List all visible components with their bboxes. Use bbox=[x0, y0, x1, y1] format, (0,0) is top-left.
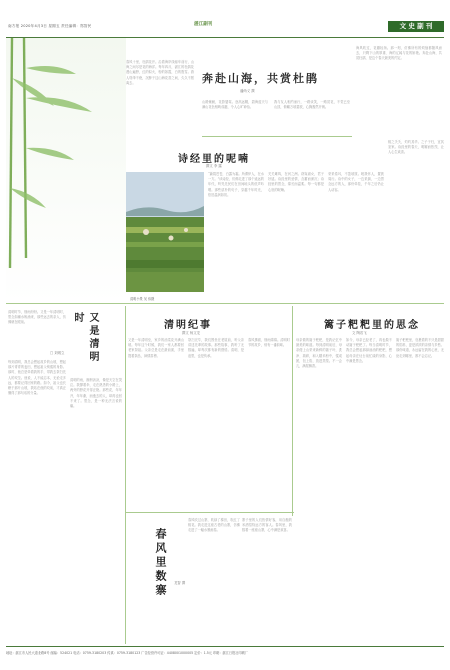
article-5-col-1: 每到清明，我总会想起故乡的山坡，想起那片青青的麦田，想起祖父佝偻的身影。那时，他总是牵着我的手，带我去祭扫先人的坟茔。他说，人不能忘本，无论走多远，都要记得回家的路。如今，祖父也长眠于那片山坡，我站在他的坟前，才真正懂得了那句话的分量。 bbox=[8, 360, 66, 396]
section-tab: 文 史 副 刊 bbox=[388, 21, 444, 32]
article-5-intro: 清明时节，细雨纷纷。又是一年清明时，思念如潮水般涌来，那些远去的亲人，仿佛就在眼前。 bbox=[8, 310, 66, 325]
article-4-title: 篱子粑粑里的思念 bbox=[324, 320, 420, 331]
header-meta: 南方报 2020年4月3日 星期五 责任编辑：郑智民 bbox=[8, 24, 92, 28]
landscape-photo-image bbox=[126, 172, 204, 292]
article-3-col-3: 春风拂面，细雨绵绵。清明时节的故乡，别有一番韵味。 bbox=[248, 338, 290, 348]
article-4-col-3: 篱子粑粑里，包裹着的不只是甜甜的馅料，更是浓浓的亲情与乡愁。那份味道，永远留在我的心里，无论走到哪里，都不会忘记。 bbox=[396, 338, 444, 358]
bamboo-icon bbox=[6, 38, 126, 303]
article-1-col-2: 山路蜿蜒，花影婆娑。登高远眺，碧海蓝天与满山花色相映成趣，令人心旷神怡。 bbox=[202, 100, 268, 110]
article-6-title: 春风里数寨 bbox=[154, 528, 167, 598]
article-3-col-2: 祭扫完毕，我们围坐在老屋前，听父亲讲述先辈的故事。那些故事，我听了无数遍，却每次都有新的感悟。清明，是追思，也是传承。 bbox=[188, 338, 244, 358]
divider-2 bbox=[6, 303, 444, 304]
article-4-byline: 文 陶若飞 bbox=[352, 331, 367, 335]
newspaper-page bbox=[6, 0, 444, 670]
article-3-col-1: 又是一年清明至，家乡的油菜花开满山坡。每年这个时候，我们一家人都要回老家祭祖。父亲总是走在最前面，手里提着祭品，神情肃穆。 bbox=[128, 338, 184, 358]
article-2-col-2: 关关雎鸠，在河之洲。窈窕淑女，君子好逑。诗经里的爱情，含蓄而深沉；诗经里的思念，绵长而温柔。每一句都是心底的呢喃。 bbox=[268, 172, 324, 192]
article-3-byline: 撰文 杨文龙 bbox=[182, 331, 201, 335]
article-1-col-1: 春风十里，杜鹃花开。沿着海岸线驱车前行，山海之间尽是花的海洋。每年四月，湛江的杜鹃花漫山遍野，红的似火，粉的如霞，白的胜雪。游人络绎不绝，沉醉于这山海花香之间，久久不愿离去。 bbox=[126, 60, 194, 85]
article-4-col-2: 如今，母亲已经老了，再也做不动篱子粑粑了。每当清明时节，我总会想起那绿油油的粑粑，想起母亲在灶台前忙碌的身影，心中满是思念。 bbox=[346, 338, 392, 363]
landscape-photo bbox=[126, 172, 204, 292]
article-2-title: 诗经里的呢喃 bbox=[178, 154, 250, 165]
divider-3 bbox=[126, 512, 294, 513]
article-2-col-3: 采采卷耳，不盈顷筐。嗟我怀人，置彼周行。诗中的女子，一边采摘，一边思念远方的人，那份牵挂，千年之后仍让人动容。 bbox=[328, 172, 384, 192]
footer: 地址：湛江市人民大道北路8号 邮编：524021 电话：0759-3180203 传真：0759-3180123 广告经营许可证：4408001000005 定价：1.5元 印刷：湛江日报社印刷厂 bbox=[6, 646, 444, 660]
vertical-divider-1 bbox=[125, 306, 126, 644]
article-6-col-2: 寨子里的人们热情好客，用自酿的米酒招待远方的客人。春风里，我数着一座座山寨，心中满是欢喜。 bbox=[242, 518, 292, 533]
article-2-col-4: 桃之夭夭，灼灼其华。之子于归，宜其室家。诗经里的春天，明媚而热烈，让人心生欢喜。 bbox=[388, 140, 444, 155]
article-1-title: 奔赴山海，共赏杜鹃 bbox=[202, 72, 319, 85]
divider-1 bbox=[202, 136, 352, 137]
article-1-col-4: 海风吹过，花瓣轻扬。那一刻，仿佛所有的烦恼都随风而去，只剩下山的厚重、海的辽阔与花的娇艳。奔赴山海，共赏杜鹃，是这个春天最美的约定。 bbox=[356, 46, 442, 61]
article-1-col-3: 我与友人相约而行，一路谈笑，一路赏花，不觉已至山顶，俯瞰万顷碧波，心胸豁然开朗。 bbox=[274, 100, 350, 110]
photo-caption: 清明小景 吴 伟摄 bbox=[130, 297, 155, 301]
vertical-divider-2 bbox=[292, 306, 293, 516]
article-2-byline: 撰文 李 露 bbox=[206, 164, 222, 168]
article-6-byline: 龙智 撰 bbox=[174, 581, 186, 585]
article-6-col-1: 春风吹过山寨，吹绿了梯田，吹红了桃花。我走进这座古老的山寨，仿佛走进了一幅水墨画卷。 bbox=[188, 518, 240, 533]
article-3-title: 清明纪事 bbox=[164, 320, 212, 331]
article-1-byline: 潘尚义 撰 bbox=[240, 89, 255, 93]
article-5-title: 又是清明时 bbox=[72, 312, 98, 364]
article-5-byline: □ 刘炳立 bbox=[50, 351, 65, 355]
article-2-col-1: “蒹葭苍苍，白露为霜。所谓伊人，在水一方。”读诗经，仿佛走进了那个遥远的年代，听见先民们在田间地头的低声吟唱。那些质朴的句子，穿越千年时光，依旧温润如初。 bbox=[208, 172, 264, 197]
bamboo-decoration bbox=[6, 38, 126, 303]
article-4-col-1: 母亲做的篱子粑粑，是我记忆中最美的味道。每到清明前后，母亲便上山采来新鲜的篱子叶，洗净、捣碎，和入糯米粉中，揉成团，包上馅，放进蒸笼。不一会儿，满屋飘香。 bbox=[296, 338, 342, 369]
article-5-col-2: 清明的雨，淅淅沥沥，像是天空在哭泣。我撑着伞，走在熟悉的小路上，两旁的野花开得正艳。那些花，年年开，年年谢，而逝去的人，却再也回不来了。思念，是一种无法言说的痛。 bbox=[70, 378, 122, 409]
edition-logo: 湛江副刊 bbox=[194, 22, 213, 27]
